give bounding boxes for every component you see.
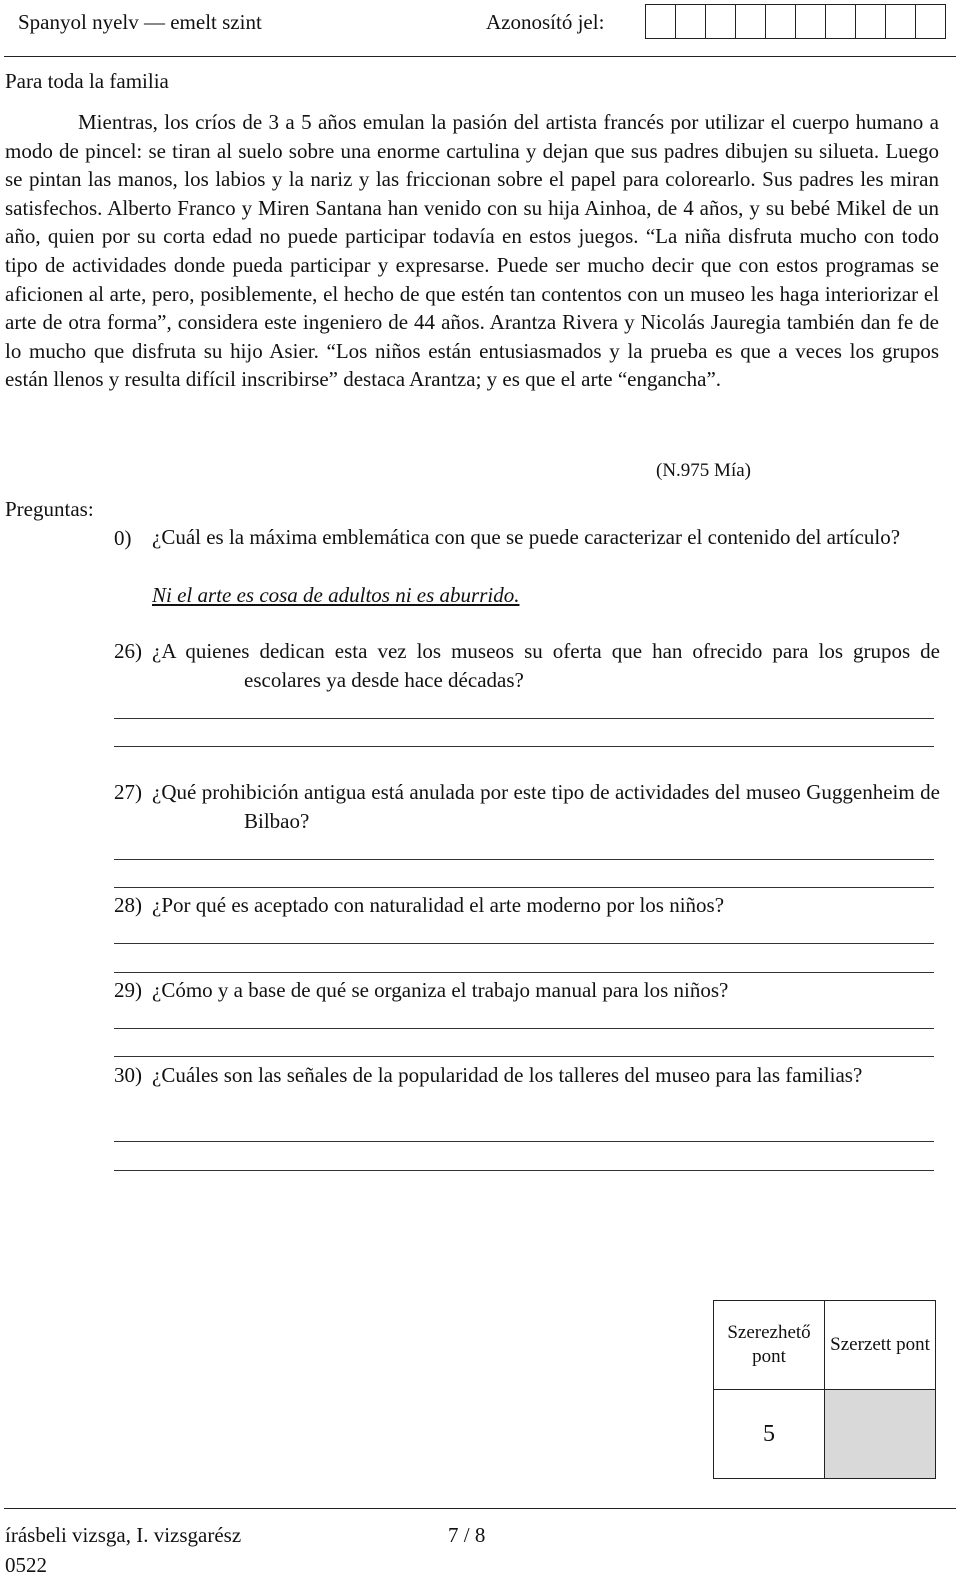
question-number: 28) [114, 893, 142, 917]
question-number: 26) [114, 639, 142, 663]
answer-line[interactable] [114, 972, 934, 973]
footer-page: 7 / 8 [448, 1523, 486, 1547]
article-source: (N.975 Mía) [656, 460, 751, 481]
question-number: 0) [114, 526, 132, 550]
question-number: 27) [114, 780, 142, 804]
question-text: ¿Cómo y a base de qué se organiza el trabajo manual para los niños? [152, 978, 729, 1002]
footer-rule [4, 1508, 956, 1509]
answer-line[interactable] [114, 943, 934, 944]
footer-code: 0522 [5, 1553, 47, 1577]
question-number: 29) [114, 978, 142, 1002]
header-rule [4, 56, 956, 57]
id-box[interactable] [825, 4, 856, 39]
example-answer: Ni el arte es cosa de adultos ni es aburrido. [152, 583, 520, 607]
question-text: ¿Por qué es aceptado con naturalidad el arte moderno por los niños? [152, 893, 725, 917]
id-box[interactable] [855, 4, 886, 39]
answer-line[interactable] [114, 887, 934, 888]
id-box[interactable] [735, 4, 766, 39]
id-label: Azonosító jel: [486, 10, 605, 34]
answer-line[interactable] [114, 859, 934, 860]
question-text: ¿A quienes dedican esta vez los museos su oferta que han ofrecido para los grupos de escolares ya desde hace décadas? [152, 639, 940, 692]
id-box[interactable] [795, 4, 826, 39]
answer-line[interactable] [114, 746, 934, 747]
id-box[interactable] [705, 4, 736, 39]
question-text: ¿Qué prohibición antigua está anulada por este tipo de actividades del museo Guggenheim de Bilbao? [152, 780, 940, 833]
article-title: Para toda la familia [5, 69, 169, 93]
footer-exam: írásbeli vizsga, I. vizsgarész [5, 1523, 242, 1547]
score-table [713, 1300, 936, 1479]
id-box[interactable] [885, 4, 916, 39]
article-paragraph: Mientras, los críos de 3 a 5 años emulan la pasión del artista francés por utilizar el cuerpo humano a modo de pincel: se tiran al suelo sobre una enorme cartulina y dejan que sus padres dibujen su silueta. Luego se pintan las manos, los labios y la nariz y las friccionan sobre el papel para colorearlo. Sus padres les miran satisfechos. Alberto Franco y Miren Santana han venido con su hija Ainhoa, de 4 años, y su bebé Mikel de un año, quien por su corta edad no puede participar todavía en estos juegos. “La niña disfruta mucho con todo tipo de actividades donde pueda participar y expresarse. Puede ser mucho decir que con estos programas se aficionen al arte, pero, posiblemente, el hecho de que estén tan contentos con un museo les haga interiorizar el arte de otra forma”, considera este ingeniero de 44 años. Arantza Rivera y Nicolás Jauregia también dan fe de lo mucho que disfruta su hijo Asier. “Los niños están entusiasmados y la prueba es que a veces los grupos están llenos y resulta difícil inscribirse” destaca Arantza; y es que el arte “engancha”. [5, 110, 939, 392]
header-subject: Spanyol nyelv — emelt szint [18, 10, 262, 34]
id-boxes [646, 4, 946, 39]
answer-line[interactable] [114, 1028, 934, 1029]
id-box[interactable] [675, 4, 706, 39]
answer-line[interactable] [114, 1056, 934, 1057]
max-points-value: 5 [714, 1390, 825, 1479]
question-number: 30) [114, 1063, 142, 1087]
answer-line[interactable] [114, 1170, 934, 1171]
id-box[interactable] [765, 4, 796, 39]
earned-points-cell[interactable] [825, 1390, 936, 1479]
id-box[interactable] [645, 4, 676, 39]
question-text: ¿Cuál es la máxima emblemática con que se puede caracterizar el contenido del artículo? [152, 525, 901, 549]
id-box[interactable] [915, 4, 946, 39]
question-text: ¿Cuáles son las señales de la popularidad de los talleres del museo para las familias? [152, 1063, 863, 1087]
questions-label: Preguntas: [5, 497, 94, 521]
max-points-header: Szerezhető pont [714, 1301, 825, 1390]
answer-line[interactable] [114, 1141, 934, 1142]
earned-points-header: Szerzett pont [825, 1301, 936, 1390]
answer-line[interactable] [114, 718, 934, 719]
